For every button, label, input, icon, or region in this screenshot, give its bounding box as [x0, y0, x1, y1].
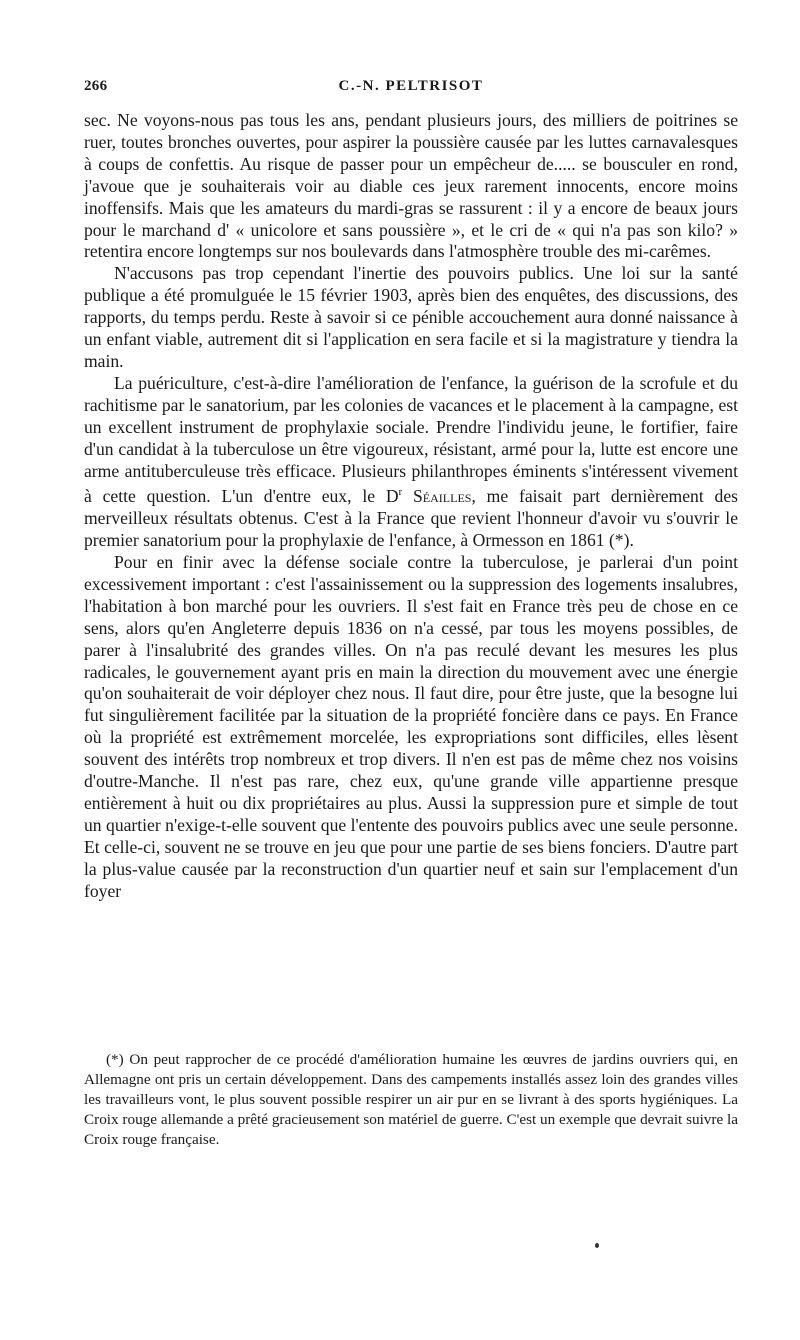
paragraph-3-text-a: La puériculture, c'est-à-dire l'amélioration de l'enfance, la guérison de la scrofule et du rachitisme par le sanatorium, par les colonies de vacances et le placement à la campagne, est un excellent instrument de prophylaxie sociale. Prendre l'individu jeune, le fortifier, faire d'un candidat à la tuberculose un être vigoureux, résistant, armé pour la, lutte est encore une arme antituberculeuse très efficace. Plusieurs philanthropes éminents s'intéressent vivement à cette question. L'un d'entre eux, le D [84, 372, 738, 507]
paragraph-3 [84, 373, 738, 552]
page-header [84, 78, 738, 100]
person-name: Séailles [413, 486, 472, 507]
ink-speck [595, 1243, 599, 1248]
page-number: 266 [84, 78, 108, 94]
paragraph-4: Pour en finir avec la défense sociale contre la tuberculose, je parlerai d'un point excessivement important : c'est l'assainissement ou la suppression des logements insalubres, l'habitation à bon marché pour les ouvriers. Il s'est fait en France très peu de chose en ce sens, alors qu'en Angleterre depuis 1836 on n'a cessé, par tous les moyens possibles, de parer à l'insalubrité des grandes villes. On n'a pas reculé devant les mesures les plus radicales, le gouvernement ayant pris en main la direction du mouvement avec une énergie qu'on souhaiterait de voir déployer chez nous. Il faut dire, pour être juste, que la besogne lui fut singulièrement facilitée par la situation de la propriété foncière dans ce pays. En France où la propriété est extrêmement morcelée, les expropriations sont difficiles, elles lèsent souvent des intérêts trop nombreux et trop divers. Il n'en est pas de même chez nos voisins d'outre-Manche. Il n'est pas rare, chez eux, qu'une grande ville appartienne presque entièrement à huit ou dix propriétaires au plus. Aussi la suppression pure et simple de tout un quartier n'exige-t-elle souvent que l'entente des pouvoirs publics avec une seule personne. Et celle-ci, souvent ne se trouve en jeu que pour une partie de ses biens fonciers. D'autre part la plus-value causée par la reconstruction d'un quartier neuf et sain sur l'emplacement d'un foyer [84, 551, 738, 901]
footnote-1: (*) On peut rapprocher de ce procédé d'amélioration humaine les œuvres de jardins ouvriers qui, en Allemagne ont pris un certain développement. Dans des campements installés assez loin des grandes villes les travailleurs vont, le plus souvent possible respirer un air pur en se livrant à des sports hygiéniques. La Croix rouge allemande a prêté gracieusement son matériel de guerre. C'est un exemple que devrait suivre la Croix rouge française. [84, 1051, 738, 1148]
paragraph-3-text-b: , me faisait part dernièrement des merveilleux résultats obtenus. C'est à la France que revient l'honneur d'avoir vu s'ouvrir le premier sanatorium pour la prophylaxie de l'enfance, à Ormesson en 1861 (*). [84, 486, 738, 551]
doctor-abbrev-superscript: r [398, 486, 403, 499]
paragraph-2: N'accusons pas trop cependant l'inertie des pouvoirs publics. Une loi sur la santé publique a été promulguée le 15 février 1903, après bien des enquêtes, des discussions, des rapports, du temps perdu. Reste à savoir si ce pénible accouchement aura donné naissance à un enfant viable, autrement dit si l'application en sera facile et si la magistrature y tiendra la main. [84, 263, 738, 371]
footnotes [84, 1050, 738, 1150]
main-text [84, 110, 738, 902]
running-head: C.-N. PELTRISOT [338, 78, 484, 94]
paragraph-1: sec. Ne voyons-nous pas tous les ans, pendant plusieurs jours, des milliers de poitrines se ruer, toutes bronches ouvertes, pour aspirer la poussière causée par les luttes carnavalesques à coups de confettis. Au risque de passer pour un empêcheur de..... se bousculer en rond, j'avoue que je souhaiterais voir au diable ces jeux rarement innocents, encore moins inoffensifs. Mais que les amateurs du mardi-gras se rassurent : il y a encore de beaux jours pour le marchand d' « unicolore et sans poussière », et le cri de « qui n'a pas son kilo? » retentira encore longtemps sur nos boulevards dans l'atmosphère trouble des mi-carêmes. [84, 110, 738, 262]
